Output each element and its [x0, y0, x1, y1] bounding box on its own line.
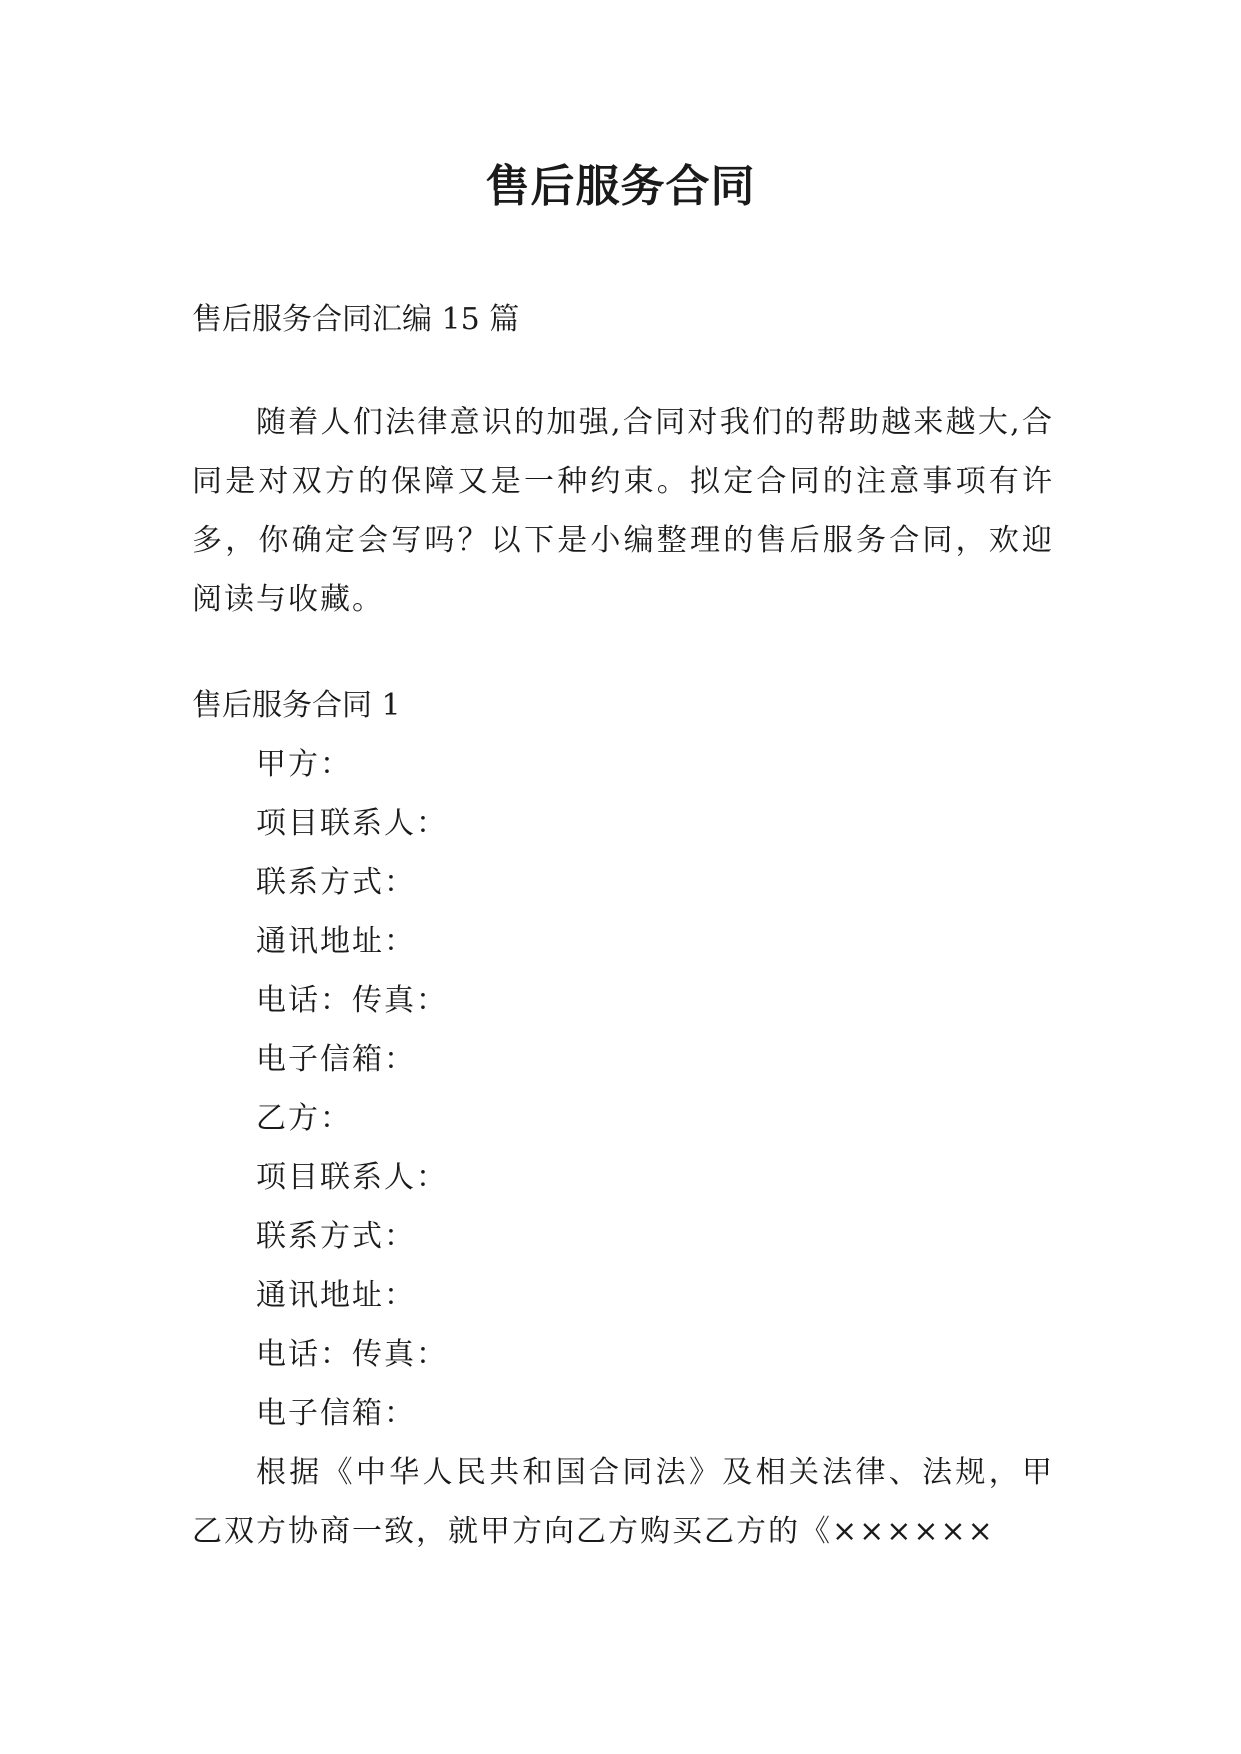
party-a-phone-fax: 电话：传真：: [256, 983, 448, 1018]
party-a-contact-person: 项目联系人：: [256, 806, 448, 841]
document-title: 售后服务合同: [485, 161, 756, 212]
section-heading: 售后服务合同 1: [192, 688, 401, 723]
party-field-list: [192, 735, 1054, 1443]
party-b-contact-person: 项目联系人：: [256, 1160, 448, 1195]
document-subtitle: 售后服务合同汇编 15 篇: [192, 302, 520, 337]
party-a-contact-method: 联系方式：: [256, 865, 416, 900]
party-a-address: 通讯地址：: [256, 924, 416, 959]
party-b-phone-fax: 电话：传真：: [256, 1337, 448, 1372]
intro-paragraph: 随着人们法律意识的加强,合同对我们的帮助越来越大,合同是对双方的保障又是一种约束。拟定合同的注意事项有许多，你确定会写吗？以下是小编整理的售后服务合同，欢迎阅读与收藏。: [192, 405, 1054, 617]
document-body: [192, 290, 1054, 1561]
party-b-address: 通讯地址：: [256, 1278, 416, 1313]
party-a-email: 电子信箱：: [256, 1042, 416, 1077]
party-a-label: 甲方：: [256, 747, 352, 782]
party-b-contact-method: 联系方式：: [256, 1219, 416, 1254]
party-b-email: 电子信箱：: [256, 1396, 416, 1431]
basis-paragraph: 根据《中华人民共和国合同法》及相关法律、法规，甲乙双方协商一致，就甲方向乙方购买乙方的《××××××: [192, 1455, 1054, 1549]
party-b-label: 乙方：: [256, 1101, 352, 1136]
